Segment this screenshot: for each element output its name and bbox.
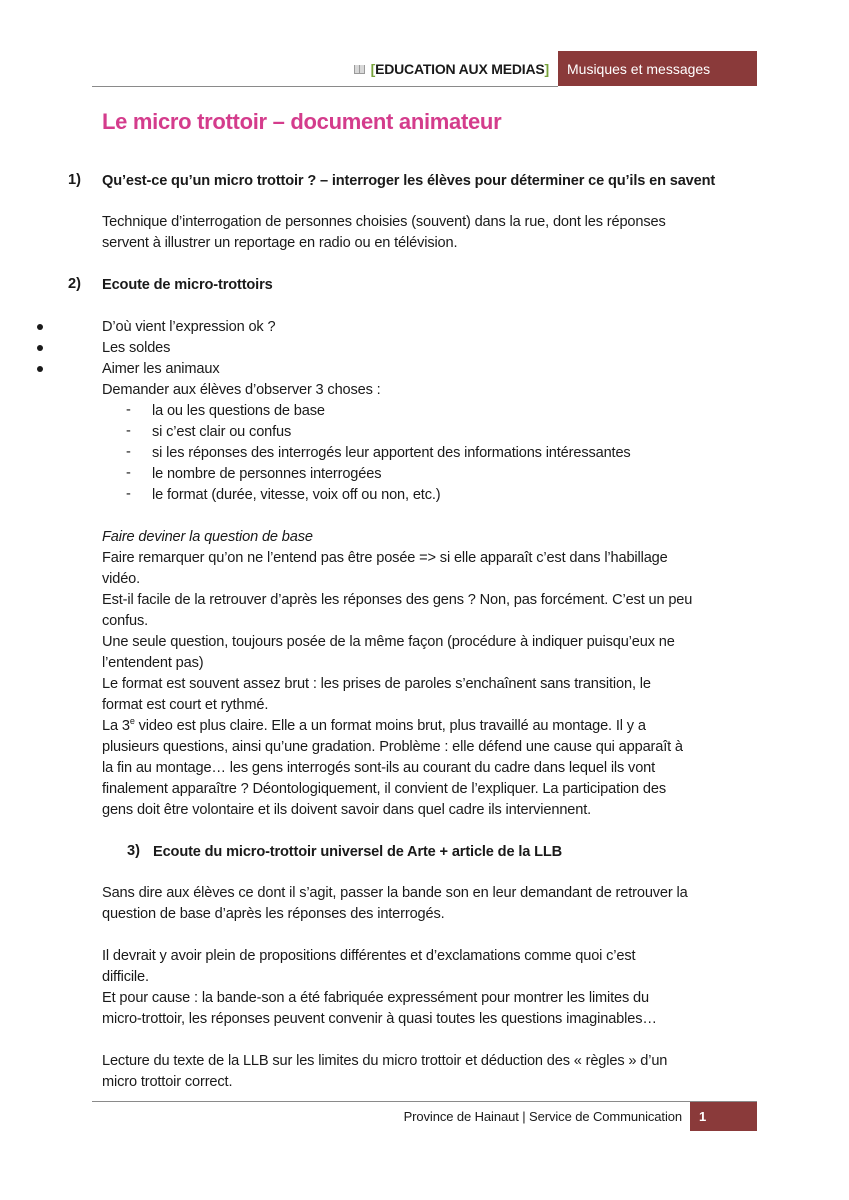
dash-icon: - (126, 444, 131, 460)
bullet-icon (37, 366, 43, 372)
bracket-open: [ (370, 61, 376, 77)
observe-item-5: le format (durée, vitesse, voix off ou non, etc.) (152, 487, 441, 503)
paragraph-line: Faire remarquer qu’on ne l’entend pas être posée => si elle apparaît c’est dans l’habillage (102, 550, 668, 566)
section3-heading: Ecoute du micro-trottoir universel de Arte + article de la LLB (153, 844, 563, 860)
paragraph-line: plusieurs questions, ainsi qu’une gradation. Problème : elle défend une cause qui apparaît à (102, 739, 683, 755)
page-number: 1 (699, 1109, 707, 1124)
page-title: Le micro trottoir – document animateur (102, 109, 502, 134)
bullet-item-1: D’où vient l’expression ok ? (102, 319, 276, 335)
paragraph-line: la fin au montage… les gens interrogés sont-ils au courant du cadre dans lequel ils vont (102, 760, 656, 776)
dash-icon: - (126, 402, 131, 418)
paragraph-line: format est court et rythmé. (102, 697, 269, 713)
third-video-superscript: e (129, 716, 135, 727)
section1-line-2: servent à illustrer un reportage en radio ou en télévision. (102, 235, 458, 251)
header-section-label (354, 61, 549, 77)
bracket-close: ] (544, 61, 549, 77)
observe-item-4: le nombre de personnes interrogées (152, 466, 382, 482)
bullet-item-3: Aimer les animaux (102, 361, 220, 377)
third-video-line (102, 716, 646, 737)
paragraph-line: vidéo. (102, 571, 141, 587)
section1-number: 1) (68, 172, 81, 188)
paragraph-line: Et pour cause : la bande-son a été fabriquée expressément pour montrer les limites du (102, 990, 649, 1006)
observe-item-2: si c’est clair ou confus (152, 424, 292, 440)
section1-line-1: Technique d’interrogation de personnes choisies (souvent) dans la rue, dont les réponses (102, 214, 666, 230)
paragraph-line: difficile. (102, 969, 149, 985)
paragraph-line: finalement apparaître ? Déontologiquement, il convient de l’expliquer. La participation des (102, 781, 666, 797)
observe-item-1: la ou les questions de base (152, 403, 325, 419)
paragraph-line: Est-il facile de la retrouver d’après les réponses des gens ? Non, pas forcément. C’est un peu (102, 592, 693, 608)
footer-divider (92, 1101, 757, 1102)
book-icon (354, 64, 365, 75)
footer-text: Province de Hainaut | Service de Communication (403, 1109, 682, 1124)
observe-instruction: Demander aux élèves d’observer 3 choses : (102, 382, 381, 398)
bullet-icon (37, 324, 43, 330)
paragraph-line: Une seule question, toujours posée de la même façon (procédure à indiquer puisqu’eux ne (102, 634, 675, 650)
section3-number: 3) (127, 843, 140, 859)
dash-icon: - (126, 423, 131, 439)
page-number-box (690, 1102, 757, 1131)
paragraph-line: question de base d’après les réponses des interrogés. (102, 906, 445, 922)
subheading-guess-question: Faire deviner la question de base (102, 529, 313, 545)
section1-heading: Qu’est-ce qu’un micro trottoir ? – interroger les élèves pour déterminer ce qu’ils en savent (102, 173, 716, 189)
dash-icon: - (126, 465, 131, 481)
paragraph-line: l’entendent pas) (102, 655, 204, 671)
dash-icon: - (126, 486, 131, 502)
paragraph-line: confus. (102, 613, 149, 629)
bullet-item-2: Les soldes (102, 340, 171, 356)
header-label: EDUCATION AUX MEDIAS (375, 61, 545, 77)
section2-heading: Ecoute de micro-trottoirs (102, 277, 273, 293)
paragraph-line: Le format est souvent assez brut : les prises de paroles s’enchaînent sans transition, le (102, 676, 651, 692)
paragraph-line: micro trottoir correct. (102, 1074, 233, 1090)
bullet-icon (37, 345, 43, 351)
paragraph-line: Lecture du texte de la LLB sur les limites du micro trottoir et déduction des « règles » d’un (102, 1053, 668, 1069)
paragraph-line: gens doit être volontaire et ils doivent savoir dans quel cadre ils interviennent. (102, 802, 592, 818)
paragraph-line: Sans dire aux élèves ce dont il s’agit, passer la bande son en leur demandant de retrouver la (102, 885, 688, 901)
header-topic: Musiques et messages (567, 60, 711, 77)
paragraph-line: micro-trottoir, les réponses peuvent convenir à quasi toutes les questions imaginables… (102, 1011, 657, 1027)
header-topic-box (558, 51, 757, 86)
third-video-prefix: La 3 (102, 718, 130, 734)
third-video-rest: video est plus claire. Elle a un format moins brut, plus travaillé au montage. Il y a (134, 718, 646, 734)
header-divider (92, 86, 558, 87)
section2-number: 2) (68, 276, 81, 292)
observe-item-3: si les réponses des interrogés leur apportent des informations intéressantes (152, 445, 631, 461)
paragraph-line: Il devrait y avoir plein de propositions différentes et d’exclamations comme quoi c’est (102, 948, 636, 964)
